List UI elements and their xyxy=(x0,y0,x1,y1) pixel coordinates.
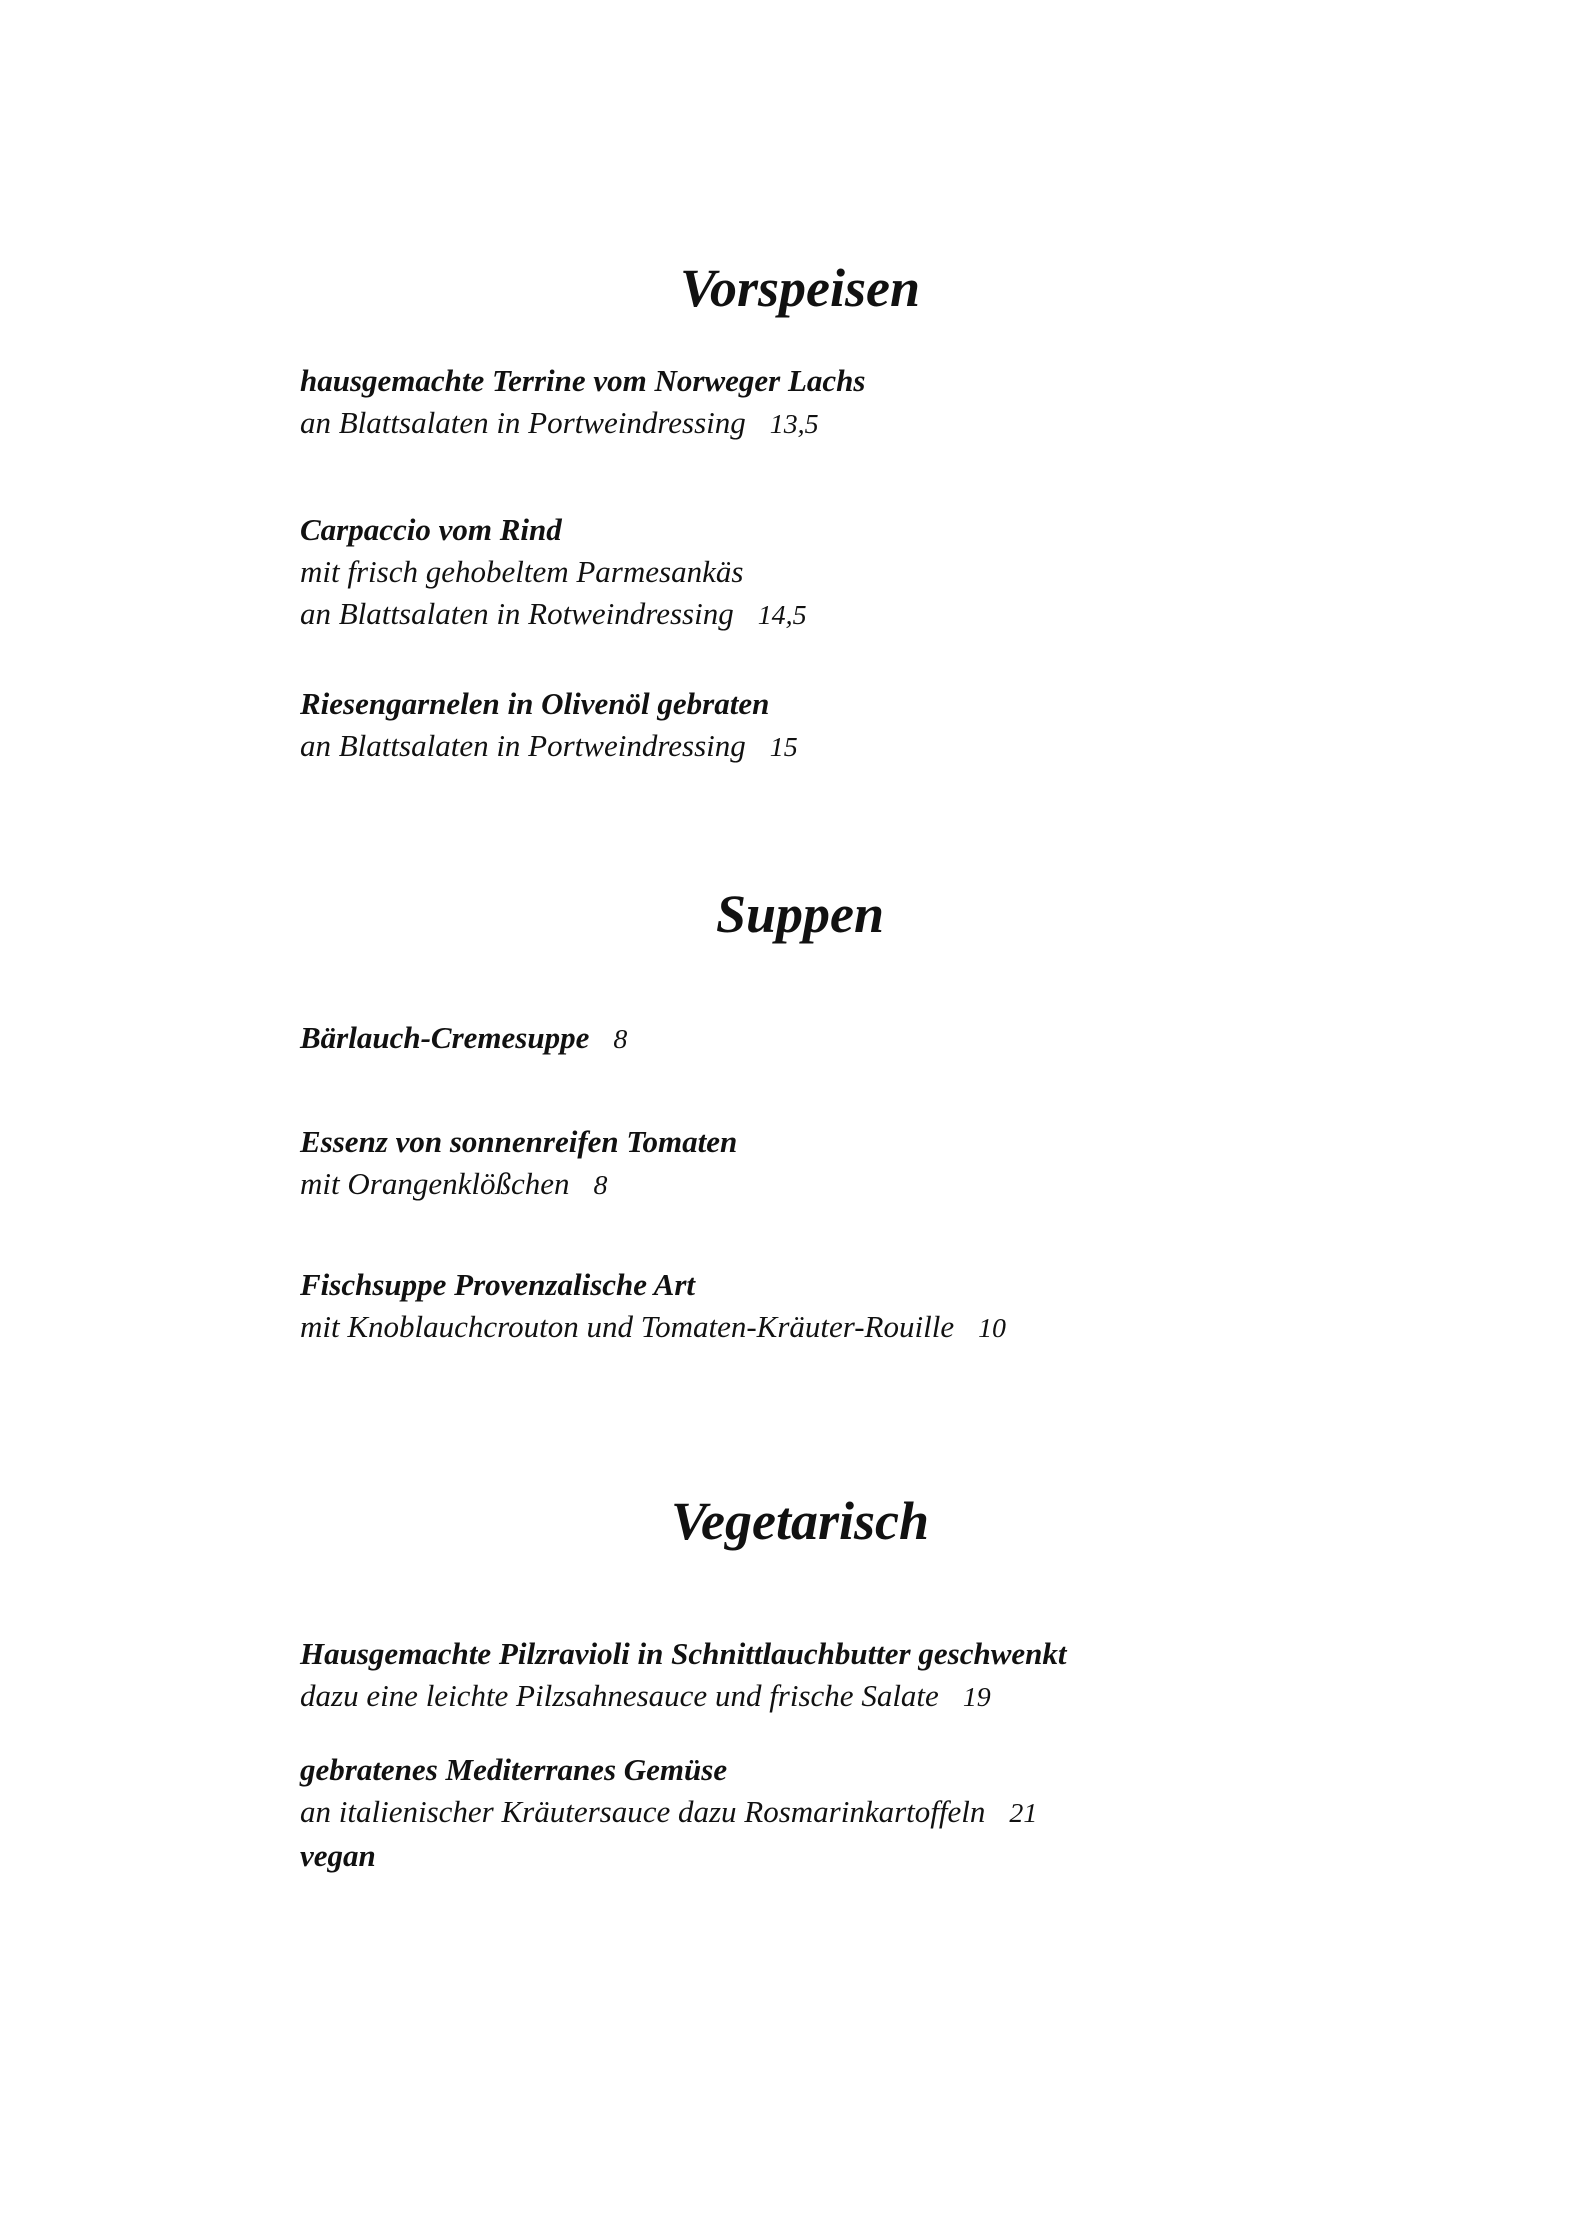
item-price: 8 xyxy=(613,1024,628,1055)
item-description: an Blattsalaten in Portweindressing xyxy=(300,405,746,440)
item-price: 21 xyxy=(1009,1798,1038,1829)
menu-item xyxy=(300,683,1300,769)
item-description: an italienischer Kräutersauce dazu Rosmarinkartoffeln xyxy=(300,1794,986,1829)
item-name: Hausgemachte Pilzravioli in Schnittlauchbutter geschwenkt xyxy=(300,1636,1067,1671)
item-description: dazu eine leichte Pilzsahnesauce und frische Salate xyxy=(300,1678,939,1713)
menu-item xyxy=(300,1749,1300,1877)
menu-item xyxy=(300,1633,1300,1719)
menu-item xyxy=(300,509,1300,637)
item-name: Bärlauch-Cremesuppe xyxy=(300,1020,590,1055)
menu-item xyxy=(300,1017,1300,1061)
item-name: Fischsuppe Provenzalische Art xyxy=(300,1267,695,1302)
section-title-vorspeisen: Vorspeisen xyxy=(679,258,921,318)
section-title-suppen: Suppen xyxy=(715,884,885,944)
menu-item xyxy=(300,360,1300,446)
item-price: 13,5 xyxy=(769,409,819,440)
item-price: 14,5 xyxy=(757,600,807,631)
item-description: an Blattsalaten in Portweindressing xyxy=(300,728,746,763)
item-name: Carpaccio vom Rind xyxy=(300,512,562,547)
menu-content-column xyxy=(300,0,1300,1877)
item-description: mit frisch gehobeltem Parmesankäs xyxy=(300,554,744,589)
item-price: 15 xyxy=(769,732,798,763)
item-name: hausgemachte Terrine vom Norweger Lachs xyxy=(300,363,866,398)
item-description: an Blattsalaten in Rotweindressing xyxy=(300,596,734,631)
menu-item xyxy=(300,1121,1300,1207)
item-price: 10 xyxy=(978,1313,1006,1344)
item-description: mit Orangenklößchen xyxy=(300,1166,570,1201)
item-description: mit Knoblauchcrouton und Tomaten-Kräuter-Rouille xyxy=(300,1309,955,1344)
item-name: Essenz von sonnenreifen Tomaten xyxy=(300,1124,738,1159)
vegan-note: vegan xyxy=(300,1838,376,1873)
item-price: 8 xyxy=(593,1170,608,1201)
section-title-vegetarisch: Vegetarisch xyxy=(670,1491,929,1551)
item-name: Riesengarnelen in Olivenöl gebraten xyxy=(300,686,770,721)
item-price: 19 xyxy=(962,1682,991,1713)
item-name: gebratenes Mediterranes Gemüse xyxy=(300,1752,728,1787)
menu-item xyxy=(300,1264,1300,1350)
